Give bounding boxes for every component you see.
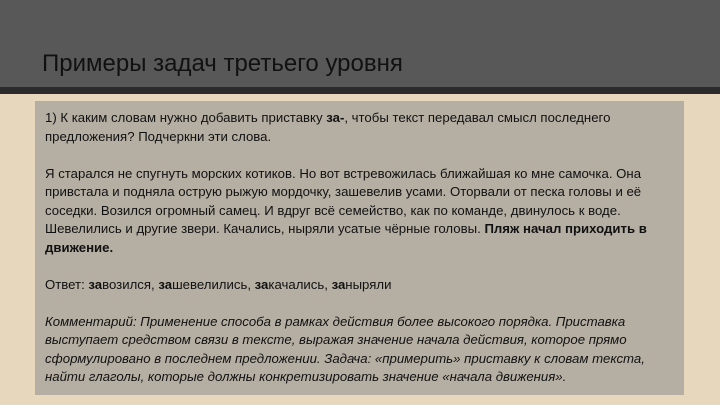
content-text: [45, 109, 673, 387]
slide-title: Примеры задач третьего уровня: [42, 50, 403, 77]
slide-header: [0, 0, 720, 87]
answer-word-1-rest: возился: [102, 276, 152, 292]
answer-word-4-rest: ныряли: [345, 276, 392, 292]
task-statement: [45, 109, 673, 146]
task-intro: 1) К каким словам нужно добавить приставку: [45, 110, 327, 125]
answer-word-2-rest: шевелились: [172, 276, 248, 292]
answer-word-4-prefix: за: [331, 276, 346, 292]
answer-sep: ,: [324, 276, 332, 292]
answer-line: [45, 276, 673, 295]
answer-word-3-rest: качались: [268, 276, 325, 292]
answer-label: Ответ:: [45, 276, 89, 292]
comment-text: Комментарий: Применение способа в рамках действия более высокого порядка. Приставка выступает средством связи в тексте, выражая значение начала действия, которое прямо сформулировано в последнем предложении. Задача: «примерить» приставку к словам текста, найти глаголы, которые должны конкретизировать значение «начала движения».: [45, 313, 645, 384]
source-body: Я старался не спугнуть морских котиков. Но вот встревожилась ближайшая ко мне самочка. Она привстала и подняла острую рыжую мордочку, зашевелив усами. Оторвали от песка головы и её соседки. Возился огромный самец. И вдруг всё семейство, как по команде, двинулось к воде. Шевелились и другие звери. Качались, ныряли усатые чёрные головы.: [45, 165, 642, 236]
content-panel: [35, 101, 684, 395]
answer-word-2-prefix: за: [158, 276, 173, 292]
answer-word-3-prefix: за: [254, 276, 269, 292]
header-divider: [0, 87, 720, 94]
source-text: [45, 165, 673, 258]
task-prefix: за-: [326, 110, 345, 125]
answer-word-1-prefix: за: [88, 276, 103, 292]
task-question: , чтобы текст передавал смысл последнего предложения? Подчеркни эти слова.: [45, 110, 611, 144]
source-last-sentence: Пляж начал приходить в движение.: [45, 221, 647, 255]
answer-sep: ,: [151, 276, 159, 292]
answer-sep: ,: [247, 276, 255, 292]
